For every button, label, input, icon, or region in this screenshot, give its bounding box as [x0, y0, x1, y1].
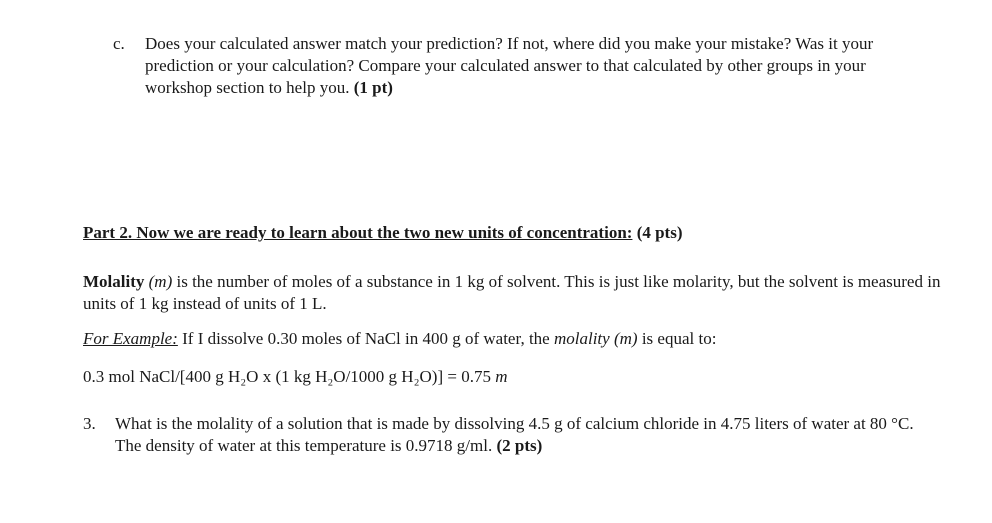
example-text: If I dissolve 0.30 moles of NaCl in 400 g of water, the — [182, 329, 550, 348]
example-tail: is equal to: — [641, 329, 717, 348]
question-c-label: c. — [113, 34, 125, 53]
question-c-points: (1 pt) — [353, 78, 393, 97]
part2-heading-block — [83, 222, 943, 244]
part2-heading: Part 2. Now we are ready to learn about the two new units of concentration: — [83, 223, 633, 242]
question-3-text: What is the molality of a solution that is made by dissolving 4.5 g of calcium chloride in 4.75 liters of water at 80 °C. The density of water at this temperature is 0.9718 g/ml. — [115, 414, 914, 455]
molality-definition — [83, 271, 943, 315]
question-3-number: 3. — [83, 414, 96, 433]
molality-term: Molality — [83, 272, 145, 291]
calculation-unit: m — [495, 367, 508, 386]
calculation-expression: 0.3 mol NaCl/[400 g H₂O x (1 kg H₂O/1000 g H₂O)] = 0.75 — [83, 367, 491, 386]
example-line — [83, 328, 943, 350]
part2-points: (4 pts) — [636, 223, 683, 242]
question-3 — [83, 413, 943, 457]
question-3-text-block — [115, 413, 943, 457]
example-term: molality (m) — [553, 329, 638, 348]
question-c — [113, 33, 933, 99]
example-label: For Example: — [83, 329, 178, 348]
calculation-line — [83, 366, 943, 388]
question-c-text-block — [145, 33, 933, 99]
molality-text: is the number of moles of a substance in 1 kg of solvent. This is just like molarity, but the solvent is measured in units of 1 kg instead of units of 1 L. — [83, 272, 941, 313]
molality-symbol: (m) — [148, 272, 173, 291]
question-3-points: (2 pts) — [496, 436, 543, 455]
question-c-text: Does your calculated answer match your prediction? If not, where did you make your mistake? Was it your prediction or your calculation? Compare your calculated answer to that calculated by other groups in your workshop section to help you. — [145, 34, 874, 97]
